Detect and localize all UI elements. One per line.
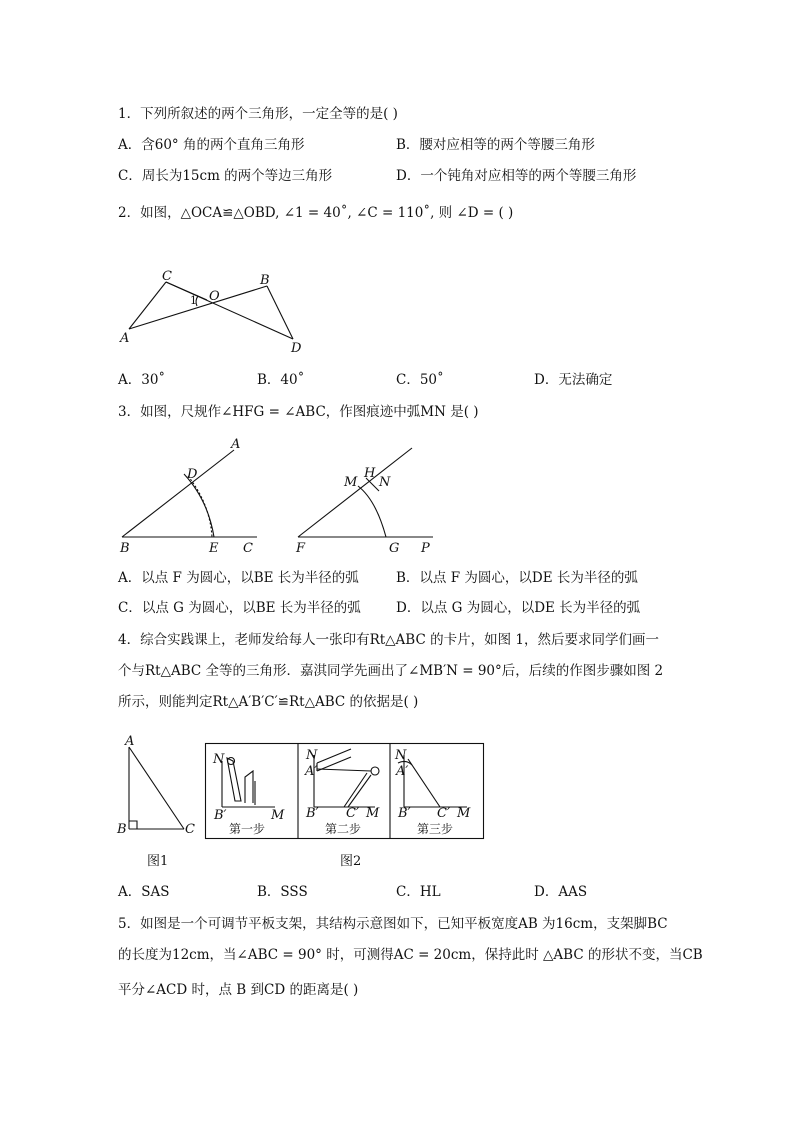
q1-stem: 1．下列所叙述的两个三角形，一定全等的是( ) <box>118 106 398 122</box>
q4-fig1-label-c: C <box>185 822 195 837</box>
q4-step3-label-bp: B′ <box>398 806 411 821</box>
q4-step2-label-ap: A′ <box>305 764 318 779</box>
q2-option-b[interactable]: B．40˚ <box>257 372 305 388</box>
q2-stem: 2．如图，△OCA≌△OBD, ∠1 = 40˚, ∠C = 110˚, 则 ∠D = ( ) <box>118 205 514 221</box>
q4-option-a[interactable]: A．SAS <box>118 884 170 900</box>
q3-label-h: H <box>364 466 376 481</box>
q1-option-a[interactable]: A．含60° 角的两个直角三角形 <box>118 137 305 153</box>
q3-label-f: F <box>296 541 306 556</box>
q3-label-g: G <box>389 541 400 556</box>
q2-label-b: B <box>260 273 270 288</box>
q4-step2-label-cp: C′ <box>346 806 359 821</box>
q2-option-c[interactable]: C．50˚ <box>396 372 444 388</box>
q4-line-1: 4．综合实践课上，老师发给每人一张印有Rt△ABC 的卡片，如图 1，然后要求同学们画一 <box>118 632 659 648</box>
q3-option-a[interactable]: A．以点 F 为圆心，以BE 长为半径的弧 <box>118 570 359 586</box>
q5-line-2: 的长度为12cm，当∠ABC = 90° 时，可测得AC = 20cm，保持此时 △ABC 的形状不变，当CB <box>118 947 703 963</box>
q3-label-p: P <box>421 541 430 556</box>
q5-line-1: 5．如图是一个可调节平板支架，其结构示意图如下，已知平板宽度AB 为16cm，支架脚BC <box>118 916 668 932</box>
q2-label-a: A <box>120 331 130 346</box>
q4-step3-caption: 第三步 <box>417 822 454 836</box>
q4-step1-caption: 第一步 <box>229 822 266 836</box>
q2-label-c: C <box>162 269 172 284</box>
q4-step3-label-m: M <box>457 806 471 821</box>
q2-label-d: D <box>291 341 302 356</box>
q4-fig2-caption: 图2 <box>340 854 362 869</box>
q1-option-c[interactable]: C．周长为15cm 的两个等边三角形 <box>118 168 333 184</box>
q2-figure <box>110 262 320 357</box>
q3-label-n: N <box>379 475 391 490</box>
q4-option-b[interactable]: B．SSS <box>257 884 308 900</box>
q3-figure-left <box>112 432 272 557</box>
q4-fig1-label-a: A <box>125 734 135 749</box>
q4-figure-2 <box>205 743 485 840</box>
q4-step3-label-cp: C′ <box>437 806 450 821</box>
q3-stem: 3．如图，尺规作∠HFG = ∠ABC，作图痕迹中弧MN 是( ) <box>118 404 479 420</box>
q4-fig1-label-b: B <box>117 822 127 837</box>
q4-figure-1 <box>112 733 202 838</box>
q4-step1-label-m: M <box>271 808 285 823</box>
q5-line-3: 平分∠ACD 时，点 B 到CD 的距离是( ) <box>118 982 359 998</box>
q3-label-d: D <box>187 467 198 482</box>
q4-step3-label-n: N <box>395 748 407 763</box>
q4-step3-label-ap: A′ <box>396 764 409 779</box>
q3-option-b[interactable]: B．以点 F 为圆心，以DE 长为半径的弧 <box>396 570 638 586</box>
q2-label-o: O <box>209 289 220 304</box>
q4-step1-label-n: N <box>213 752 225 767</box>
q3-label-c: C <box>243 541 253 556</box>
q3-label-b: B <box>120 541 130 556</box>
q4-step2-label-bp: B′ <box>306 806 319 821</box>
q4-fig1-caption: 图1 <box>147 854 169 869</box>
q4-step2-label-n: N <box>306 748 318 763</box>
q2-option-d[interactable]: D．无法确定 <box>534 372 613 388</box>
q4-step2-label-m: M <box>366 806 380 821</box>
q4-line-2: 个与Rt△ABC 全等的三角形．嘉淇同学先画出了∠MB′N = 90°后，后续的作图步骤如图 2 <box>118 663 664 679</box>
q4-step1-label-bp: B′ <box>214 808 227 823</box>
q2-option-a[interactable]: A．30˚ <box>118 372 166 388</box>
q1-option-d[interactable]: D．一个钝角对应相等的两个等腰三角形 <box>396 168 637 184</box>
q4-option-d[interactable]: D．AAS <box>534 884 588 900</box>
q3-option-d[interactable]: D．以点 G 为圆心，以DE 长为半径的弧 <box>396 600 641 616</box>
q4-line-3: 所示，则能判定Rt△A′B′C′≌Rt△ABC 的依据是( ) <box>118 694 419 710</box>
q4-step2-caption: 第二步 <box>325 822 362 836</box>
q1-option-b[interactable]: B．腰对应相等的两个等腰三角形 <box>396 137 595 153</box>
q3-label-m: M <box>344 475 358 490</box>
q3-figure-right <box>288 448 448 558</box>
q4-option-c[interactable]: C．HL <box>396 884 441 900</box>
q3-label-e: E <box>209 541 219 556</box>
q2-label-1: 1 <box>190 294 197 307</box>
q3-option-c[interactable]: C．以点 G 为圆心，以BE 长为半径的弧 <box>118 600 361 616</box>
q3-label-a: A <box>231 437 241 452</box>
